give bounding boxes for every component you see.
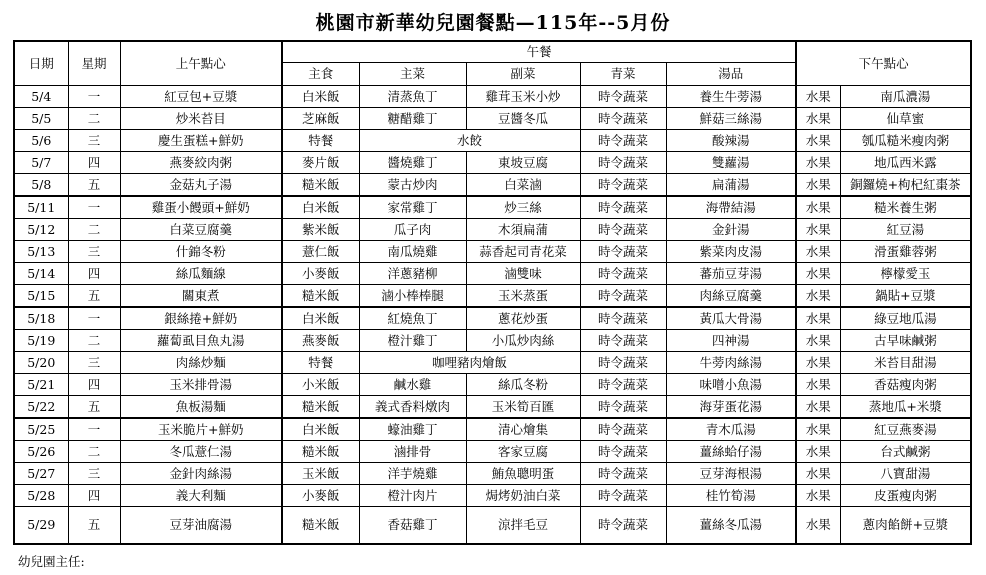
header-vegetable: 青菜 bbox=[580, 63, 666, 86]
cell-morning-snack: 蘿蔔虱目魚丸湯 bbox=[120, 330, 282, 352]
cell-fruit: 水果 bbox=[796, 152, 840, 174]
cell-vegetable: 時令蔬菜 bbox=[580, 263, 666, 285]
cell-afternoon-snack: 仙草蜜 bbox=[840, 108, 971, 130]
cell-morning-snack: 玉米脆片+鮮奶 bbox=[120, 418, 282, 441]
cell-soup: 酸辣湯 bbox=[666, 130, 796, 152]
cell-afternoon-snack: 台式鹹粥 bbox=[840, 441, 971, 463]
cell-soup: 鮮菇三絲湯 bbox=[666, 108, 796, 130]
cell-side-dish: 炒三絲 bbox=[466, 196, 580, 219]
cell-weekday: 一 bbox=[68, 196, 120, 219]
cell-fruit: 水果 bbox=[796, 285, 840, 308]
cell-soup: 桂竹筍湯 bbox=[666, 485, 796, 507]
cell-main-dish: 滷排骨 bbox=[359, 441, 466, 463]
cell-staple: 玉米飯 bbox=[282, 463, 359, 485]
cell-weekday: 四 bbox=[68, 485, 120, 507]
table-row bbox=[14, 152, 971, 174]
cell-soup: 牛蒡肉絲湯 bbox=[666, 352, 796, 374]
cell-afternoon-snack: 紅豆燕麥湯 bbox=[840, 418, 971, 441]
cell-date: 5/5 bbox=[14, 108, 68, 130]
cell-morning-snack: 魚板湯麵 bbox=[120, 396, 282, 419]
cell-staple: 白米飯 bbox=[282, 418, 359, 441]
cell-soup: 黃瓜大骨湯 bbox=[666, 307, 796, 330]
cell-main-dish: 南瓜燒雞 bbox=[359, 241, 466, 263]
cell-afternoon-snack: 米苔目甜湯 bbox=[840, 352, 971, 374]
cell-soup: 紫菜肉皮湯 bbox=[666, 241, 796, 263]
header-lunch: 午餐 bbox=[282, 41, 796, 63]
cell-fruit: 水果 bbox=[796, 330, 840, 352]
cell-staple: 特餐 bbox=[282, 352, 359, 374]
header-afternoon-snack: 下午點心 bbox=[796, 41, 971, 86]
cell-afternoon-snack: 八寶甜湯 bbox=[840, 463, 971, 485]
cell-afternoon-snack: 地瓜西米露 bbox=[840, 152, 971, 174]
cell-weekday: 三 bbox=[68, 241, 120, 263]
cell-side-dish: 滷雙味 bbox=[466, 263, 580, 285]
cell-vegetable: 時令蔬菜 bbox=[580, 108, 666, 130]
cell-vegetable: 時令蔬菜 bbox=[580, 396, 666, 419]
cell-morning-snack: 金菇丸子湯 bbox=[120, 174, 282, 197]
cell-fruit: 水果 bbox=[796, 418, 840, 441]
cell-date: 5/22 bbox=[14, 396, 68, 419]
cell-fruit: 水果 bbox=[796, 263, 840, 285]
cell-morning-snack: 慶生蛋糕+鮮奶 bbox=[120, 130, 282, 152]
cell-soup: 海芽蛋花湯 bbox=[666, 396, 796, 419]
cell-side-dish: 涼拌毛豆 bbox=[466, 507, 580, 545]
header-row-top bbox=[14, 41, 971, 63]
table-row bbox=[14, 507, 971, 545]
header-date: 日期 bbox=[14, 41, 68, 86]
cell-weekday: 四 bbox=[68, 374, 120, 396]
cell-weekday: 三 bbox=[68, 352, 120, 374]
cell-morning-snack: 紅豆包+豆漿 bbox=[120, 86, 282, 108]
table-row bbox=[14, 241, 971, 263]
cell-main-dish: 蠔油雞丁 bbox=[359, 418, 466, 441]
cell-afternoon-snack: 南瓜濃湯 bbox=[840, 86, 971, 108]
cell-date: 5/11 bbox=[14, 196, 68, 219]
cell-soup: 薑絲冬瓜湯 bbox=[666, 507, 796, 545]
page-title: 桃園市新華幼兒園餐點—115年--5月份 bbox=[315, 12, 671, 34]
cell-afternoon-snack: 皮蛋瘦肉粥 bbox=[840, 485, 971, 507]
cell-main-dish: 水餃 bbox=[359, 130, 580, 152]
cell-side-dish: 絲瓜冬粉 bbox=[466, 374, 580, 396]
cell-fruit: 水果 bbox=[796, 374, 840, 396]
cell-soup: 金針湯 bbox=[666, 219, 796, 241]
cell-weekday: 三 bbox=[68, 463, 120, 485]
cell-afternoon-snack: 綠豆地瓜湯 bbox=[840, 307, 971, 330]
cell-date: 5/14 bbox=[14, 263, 68, 285]
menu-body bbox=[14, 86, 971, 545]
cell-staple: 白米飯 bbox=[282, 196, 359, 219]
cell-fruit: 水果 bbox=[796, 441, 840, 463]
cell-side-dish: 玉米蒸蛋 bbox=[466, 285, 580, 308]
cell-morning-snack: 關東煮 bbox=[120, 285, 282, 308]
cell-morning-snack: 燕麥絞肉粥 bbox=[120, 152, 282, 174]
cell-vegetable: 時令蔬菜 bbox=[580, 152, 666, 174]
cell-date: 5/4 bbox=[14, 86, 68, 108]
cell-fruit: 水果 bbox=[796, 507, 840, 545]
cell-afternoon-snack: 檸檬愛玉 bbox=[840, 263, 971, 285]
director-signature-label: 幼兒園主任: bbox=[18, 554, 85, 569]
cell-morning-snack: 金針肉絲湯 bbox=[120, 463, 282, 485]
cell-side-dish: 鮪魚聰明蛋 bbox=[466, 463, 580, 485]
cell-staple: 特餐 bbox=[282, 130, 359, 152]
table-row bbox=[14, 86, 971, 108]
cell-vegetable: 時令蔬菜 bbox=[580, 330, 666, 352]
cell-vegetable: 時令蔬菜 bbox=[580, 174, 666, 197]
cell-main-dish: 家常雞丁 bbox=[359, 196, 466, 219]
cell-side-dish: 客家豆腐 bbox=[466, 441, 580, 463]
cell-fruit: 水果 bbox=[796, 174, 840, 197]
cell-staple: 小麥飯 bbox=[282, 485, 359, 507]
table-row bbox=[14, 441, 971, 463]
table-row bbox=[14, 196, 971, 219]
header-morning-snack: 上午點心 bbox=[120, 41, 282, 86]
cell-vegetable: 時令蔬菜 bbox=[580, 441, 666, 463]
table-row bbox=[14, 219, 971, 241]
cell-vegetable: 時令蔬菜 bbox=[580, 307, 666, 330]
cell-fruit: 水果 bbox=[796, 196, 840, 219]
cell-soup: 雙蘿湯 bbox=[666, 152, 796, 174]
cell-main-dish: 鹹水雞 bbox=[359, 374, 466, 396]
cell-fruit: 水果 bbox=[796, 463, 840, 485]
cell-date: 5/19 bbox=[14, 330, 68, 352]
cell-staple: 燕麥飯 bbox=[282, 330, 359, 352]
cell-staple: 芝麻飯 bbox=[282, 108, 359, 130]
cell-main-dish: 紅燒魚丁 bbox=[359, 307, 466, 330]
cell-afternoon-snack: 蔥肉餡餅+豆漿 bbox=[840, 507, 971, 545]
cell-fruit: 水果 bbox=[796, 485, 840, 507]
cell-date: 5/18 bbox=[14, 307, 68, 330]
cell-morning-snack: 冬瓜薏仁湯 bbox=[120, 441, 282, 463]
cell-afternoon-snack: 香菇瘦肉粥 bbox=[840, 374, 971, 396]
cell-main-dish: 蒙古炒肉 bbox=[359, 174, 466, 197]
cell-side-dish: 雞茸玉米小炒 bbox=[466, 86, 580, 108]
cell-vegetable: 時令蔬菜 bbox=[580, 485, 666, 507]
cell-morning-snack: 白菜豆腐羹 bbox=[120, 219, 282, 241]
cell-afternoon-snack: 銅鑼燒+枸杞紅棗茶 bbox=[840, 174, 971, 197]
cell-staple: 白米飯 bbox=[282, 307, 359, 330]
cell-morning-snack: 銀絲捲+鮮奶 bbox=[120, 307, 282, 330]
table-row bbox=[14, 285, 971, 308]
cell-staple: 糙米飯 bbox=[282, 507, 359, 545]
cell-weekday: 二 bbox=[68, 330, 120, 352]
cell-morning-snack: 絲瓜麵線 bbox=[120, 263, 282, 285]
cell-date: 5/15 bbox=[14, 285, 68, 308]
cell-date: 5/28 bbox=[14, 485, 68, 507]
cell-weekday: 五 bbox=[68, 285, 120, 308]
cell-vegetable: 時令蔬菜 bbox=[580, 241, 666, 263]
cell-side-dish: 木須扁蒲 bbox=[466, 219, 580, 241]
cell-date: 5/12 bbox=[14, 219, 68, 241]
cell-main-dish: 瓜子肉 bbox=[359, 219, 466, 241]
cell-afternoon-snack: 糙米養生粥 bbox=[840, 196, 971, 219]
cell-staple: 白米飯 bbox=[282, 86, 359, 108]
cell-main-dish: 橙汁肉片 bbox=[359, 485, 466, 507]
cell-fruit: 水果 bbox=[796, 352, 840, 374]
cell-vegetable: 時令蔬菜 bbox=[580, 352, 666, 374]
cell-date: 5/26 bbox=[14, 441, 68, 463]
cell-morning-snack: 雞蛋小饅頭+鮮奶 bbox=[120, 196, 282, 219]
cell-side-dish: 玉米筍百匯 bbox=[466, 396, 580, 419]
table-row bbox=[14, 130, 971, 152]
cell-soup: 薑絲蛤仔湯 bbox=[666, 441, 796, 463]
cell-weekday: 五 bbox=[68, 174, 120, 197]
cell-soup: 扁蒲湯 bbox=[666, 174, 796, 197]
cell-weekday: 五 bbox=[68, 507, 120, 545]
cell-fruit: 水果 bbox=[796, 219, 840, 241]
cell-main-dish: 咖哩豬肉燴飯 bbox=[359, 352, 580, 374]
cell-weekday: 五 bbox=[68, 396, 120, 419]
table-row bbox=[14, 174, 971, 197]
cell-soup: 養生牛蒡湯 bbox=[666, 86, 796, 108]
cell-weekday: 一 bbox=[68, 86, 120, 108]
cell-date: 5/8 bbox=[14, 174, 68, 197]
table-row bbox=[14, 263, 971, 285]
cell-vegetable: 時令蔬菜 bbox=[580, 507, 666, 545]
header-staple: 主食 bbox=[282, 63, 359, 86]
cell-soup: 肉絲豆腐羹 bbox=[666, 285, 796, 308]
cell-afternoon-snack: 滑蛋雞蓉粥 bbox=[840, 241, 971, 263]
cell-weekday: 一 bbox=[68, 418, 120, 441]
cell-staple: 小麥飯 bbox=[282, 263, 359, 285]
cell-morning-snack: 義大利麵 bbox=[120, 485, 282, 507]
cell-date: 5/21 bbox=[14, 374, 68, 396]
cell-side-dish: 小瓜炒肉絲 bbox=[466, 330, 580, 352]
table-row bbox=[14, 374, 971, 396]
cell-weekday: 四 bbox=[68, 263, 120, 285]
cell-morning-snack: 肉絲炒麵 bbox=[120, 352, 282, 374]
cell-side-dish: 蔥花炒蛋 bbox=[466, 307, 580, 330]
cell-staple: 糙米飯 bbox=[282, 441, 359, 463]
cell-main-dish: 橙汁雞丁 bbox=[359, 330, 466, 352]
table-row bbox=[14, 396, 971, 419]
header-main-dish: 主菜 bbox=[359, 63, 466, 86]
cell-side-dish: 焗烤奶油白菜 bbox=[466, 485, 580, 507]
cell-soup: 青木瓜湯 bbox=[666, 418, 796, 441]
table-row bbox=[14, 307, 971, 330]
cell-staple: 糙米飯 bbox=[282, 396, 359, 419]
cell-soup: 豆芽海根湯 bbox=[666, 463, 796, 485]
cell-vegetable: 時令蔬菜 bbox=[580, 463, 666, 485]
cell-vegetable: 時令蔬菜 bbox=[580, 196, 666, 219]
cell-staple: 糙米飯 bbox=[282, 285, 359, 308]
cell-fruit: 水果 bbox=[796, 130, 840, 152]
cell-weekday: 三 bbox=[68, 130, 120, 152]
header-weekday: 星期 bbox=[68, 41, 120, 86]
cell-main-dish: 清蒸魚丁 bbox=[359, 86, 466, 108]
cell-soup: 蕃茄豆芽湯 bbox=[666, 263, 796, 285]
cell-weekday: 四 bbox=[68, 152, 120, 174]
table-row bbox=[14, 418, 971, 441]
cell-soup: 四神湯 bbox=[666, 330, 796, 352]
cell-afternoon-snack: 古早味鹹粥 bbox=[840, 330, 971, 352]
cell-date: 5/27 bbox=[14, 463, 68, 485]
table-row bbox=[14, 330, 971, 352]
cell-morning-snack: 炒米苔目 bbox=[120, 108, 282, 130]
cell-date: 5/7 bbox=[14, 152, 68, 174]
cell-date: 5/25 bbox=[14, 418, 68, 441]
cell-morning-snack: 豆芽油腐湯 bbox=[120, 507, 282, 545]
cell-vegetable: 時令蔬菜 bbox=[580, 219, 666, 241]
cell-main-dish: 滷小棒棒腿 bbox=[359, 285, 466, 308]
cell-main-dish: 香菇雞丁 bbox=[359, 507, 466, 545]
cell-side-dish: 豆醬冬瓜 bbox=[466, 108, 580, 130]
cell-weekday: 二 bbox=[68, 219, 120, 241]
cell-side-dish: 白菜滷 bbox=[466, 174, 580, 197]
cell-staple: 糙米飯 bbox=[282, 174, 359, 197]
table-row bbox=[14, 485, 971, 507]
cell-afternoon-snack: 蒸地瓜+米漿 bbox=[840, 396, 971, 419]
cell-vegetable: 時令蔬菜 bbox=[580, 86, 666, 108]
cell-main-dish: 洋蔥豬柳 bbox=[359, 263, 466, 285]
cell-afternoon-snack: 瓠瓜糙米瘦肉粥 bbox=[840, 130, 971, 152]
cell-staple: 麥片飯 bbox=[282, 152, 359, 174]
cell-side-dish: 清心燴集 bbox=[466, 418, 580, 441]
cell-vegetable: 時令蔬菜 bbox=[580, 418, 666, 441]
cell-fruit: 水果 bbox=[796, 108, 840, 130]
cell-vegetable: 時令蔬菜 bbox=[580, 285, 666, 308]
cell-main-dish: 洋芋燒雞 bbox=[359, 463, 466, 485]
cell-staple: 紫米飯 bbox=[282, 219, 359, 241]
cell-morning-snack: 什錦冬粉 bbox=[120, 241, 282, 263]
cell-afternoon-snack: 紅豆湯 bbox=[840, 219, 971, 241]
cell-fruit: 水果 bbox=[796, 86, 840, 108]
cell-weekday: 二 bbox=[68, 108, 120, 130]
header-soup: 湯品 bbox=[666, 63, 796, 86]
table-row bbox=[14, 463, 971, 485]
cell-date: 5/29 bbox=[14, 507, 68, 545]
cell-weekday: 一 bbox=[68, 307, 120, 330]
menu-table bbox=[13, 40, 972, 545]
cell-afternoon-snack: 鍋貼+豆漿 bbox=[840, 285, 971, 308]
cell-side-dish: 蒜香起司青花菜 bbox=[466, 241, 580, 263]
cell-date: 5/6 bbox=[14, 130, 68, 152]
cell-fruit: 水果 bbox=[796, 307, 840, 330]
cell-vegetable: 時令蔬菜 bbox=[580, 374, 666, 396]
cell-date: 5/13 bbox=[14, 241, 68, 263]
header-side-dish: 副菜 bbox=[466, 63, 580, 86]
cell-soup: 海帶結湯 bbox=[666, 196, 796, 219]
cell-fruit: 水果 bbox=[796, 241, 840, 263]
cell-main-dish: 糖醋雞丁 bbox=[359, 108, 466, 130]
cell-main-dish: 醬燒雞丁 bbox=[359, 152, 466, 174]
cell-staple: 小米飯 bbox=[282, 374, 359, 396]
table-row bbox=[14, 108, 971, 130]
cell-main-dish: 義式香料燉肉 bbox=[359, 396, 466, 419]
cell-soup: 味噌小魚湯 bbox=[666, 374, 796, 396]
cell-date: 5/20 bbox=[14, 352, 68, 374]
cell-vegetable: 時令蔬菜 bbox=[580, 130, 666, 152]
cell-morning-snack: 玉米排骨湯 bbox=[120, 374, 282, 396]
cell-weekday: 二 bbox=[68, 441, 120, 463]
cell-staple: 薏仁飯 bbox=[282, 241, 359, 263]
cell-fruit: 水果 bbox=[796, 396, 840, 419]
table-row bbox=[14, 352, 971, 374]
cell-side-dish: 東坡豆腐 bbox=[466, 152, 580, 174]
